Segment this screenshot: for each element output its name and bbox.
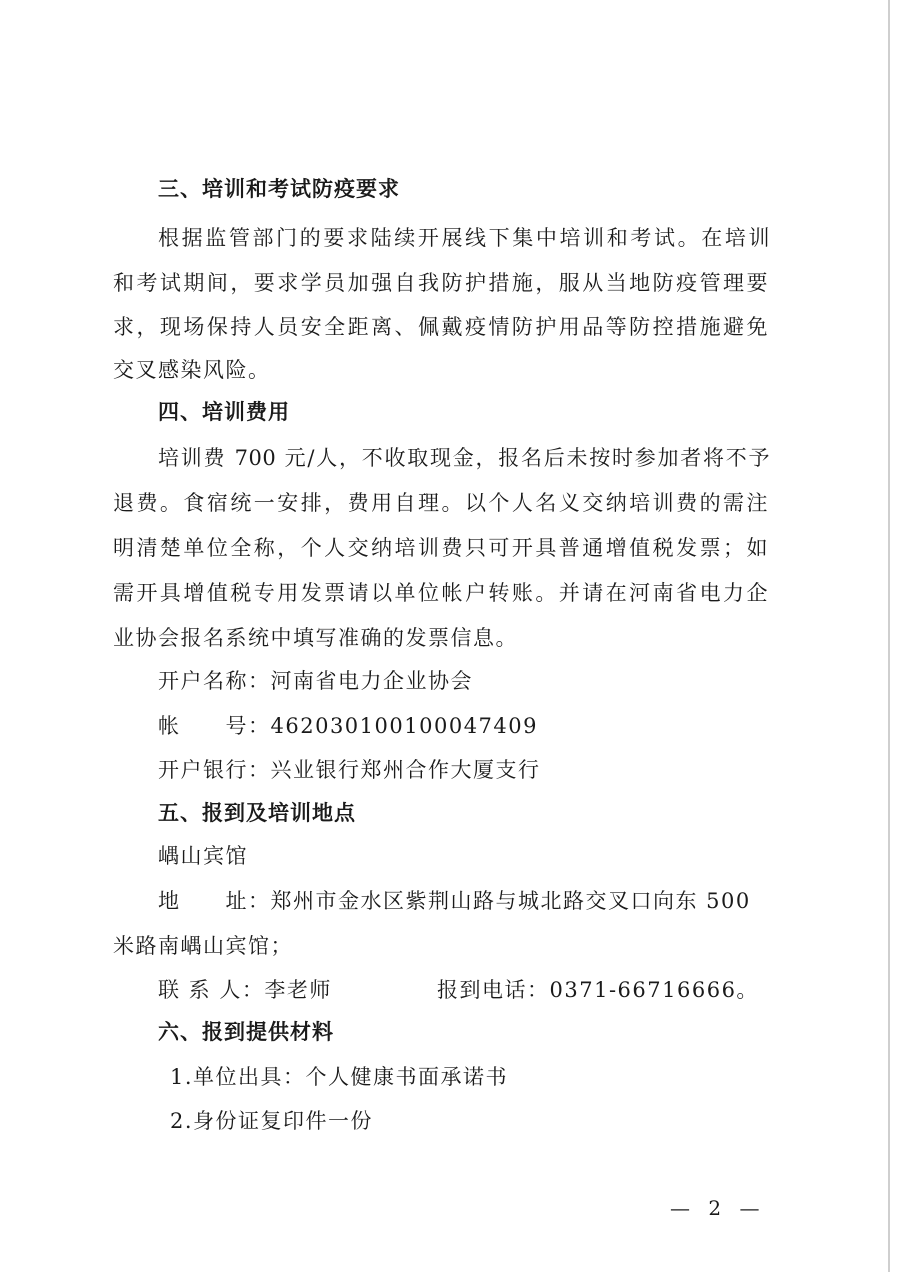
address-label: 地 址： bbox=[158, 889, 271, 913]
paragraph-line: 明清楚单位全称，个人交纳培训费只可开具普通增值税发票；如 bbox=[113, 536, 768, 560]
section-heading: 四、培训费用 bbox=[158, 400, 290, 424]
section-heading: 六、报到提供材料 bbox=[158, 1020, 334, 1044]
bank-name: 开户银行：兴业银行郑州合作大厦支行 bbox=[158, 758, 541, 782]
paragraph-line: 和考试期间，要求学员加强自我防护措施，服从当地防疫管理要 bbox=[113, 271, 768, 295]
paragraph-line: 求，现场保持人员安全距离、佩戴疫情防护用品等防控措施避免 bbox=[113, 315, 768, 339]
address-line bbox=[158, 887, 751, 915]
page-number: — 2 — bbox=[670, 1196, 766, 1220]
list-item: 1.单位出具：个人健康书面承诺书 bbox=[170, 1065, 509, 1089]
account-number-label: 帐 号： bbox=[158, 714, 271, 738]
account-number bbox=[158, 712, 538, 740]
scan-edge bbox=[888, 0, 890, 1272]
paragraph-line: 交叉感染风险。 bbox=[113, 358, 271, 382]
hotel-name: 嵎山宾馆 bbox=[158, 844, 248, 868]
contact-phone: 报到电话：0371-66716666。 bbox=[437, 978, 759, 1002]
paragraph-line: 根据监管部门的要求陆续开展线下集中培训和考试。在培训 bbox=[158, 226, 770, 250]
paragraph-line: 需开具增值税专用发票请以单位帐户转账。并请在河南省电力企 bbox=[113, 581, 768, 605]
section-heading: 三、培训和考试防疫要求 bbox=[158, 177, 400, 201]
contact-person: 联 系 人：李老师 bbox=[158, 978, 332, 1002]
account-name: 开户名称：河南省电力企业协会 bbox=[158, 669, 473, 693]
list-item: 2.身份证复印件一份 bbox=[170, 1109, 374, 1133]
paragraph-line: 退费。食宿统一安排，费用自理。以个人名义交纳培训费的需注 bbox=[113, 491, 768, 515]
address-value: 郑州市金水区紫荆山路与城北路交叉口向东 500 bbox=[270, 889, 751, 913]
paragraph-line: 业协会报名系统中填写准确的发票信息。 bbox=[113, 626, 518, 650]
paragraph-line: 培训费 700 元/人，不收取现金，报名后未按时参加者将不予 bbox=[158, 446, 770, 470]
section-heading: 五、报到及培训地点 bbox=[158, 801, 356, 825]
account-number-value: 46203010010004​7409 bbox=[270, 714, 538, 738]
address-continuation: 米路南嵎山宾馆； bbox=[113, 934, 293, 958]
